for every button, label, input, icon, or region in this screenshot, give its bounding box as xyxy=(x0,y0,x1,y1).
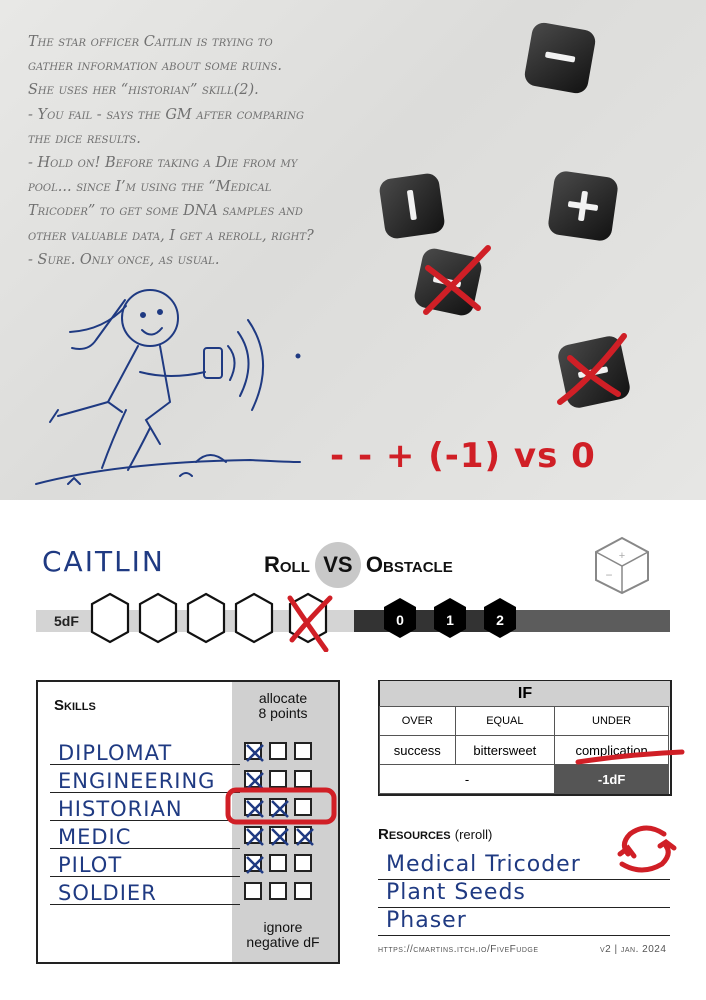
skill-name: MEDIC xyxy=(58,825,132,849)
if-header: UNDER xyxy=(555,707,669,736)
resources-note: (reroll) xyxy=(454,827,493,842)
skill-checkbox[interactable] xyxy=(244,742,262,760)
story-line: The star officer Caitlin is trying to xyxy=(28,34,273,50)
obstacle-value: 0 xyxy=(396,612,404,628)
story-line: - You fail - says the GM after comparing xyxy=(28,106,304,123)
svg-text:−: − xyxy=(605,568,613,582)
resources-title: Resources xyxy=(378,826,451,843)
skill-checkbox[interactable] xyxy=(294,882,312,900)
skill-checkbox[interactable] xyxy=(294,826,312,844)
resource-item: Plant Seeds xyxy=(386,880,526,905)
title-obstacle: Obstacle xyxy=(365,552,453,577)
die-plus-icon xyxy=(547,170,619,242)
allocate-label-line: allocate xyxy=(258,690,308,706)
obstacle-value: 1 xyxy=(446,612,454,628)
skill-name: HISTORIAN xyxy=(58,797,183,821)
dice-pool-hexes xyxy=(0,592,706,652)
resource-item: Phaser xyxy=(386,908,467,933)
allocate-label xyxy=(230,691,336,721)
if-outcome: complication xyxy=(555,736,669,765)
resources-header xyxy=(378,826,492,843)
skills-header: Skills xyxy=(54,697,96,714)
dice-slot-hex-icon xyxy=(140,594,176,642)
skill-checkbox[interactable] xyxy=(269,826,287,844)
resource-line xyxy=(378,935,670,936)
ignore-label-line: negative dF xyxy=(246,934,320,950)
footer-url: https://cmartins.itch.io/FiveFudge xyxy=(378,944,539,955)
dice-slot-hex-icon xyxy=(92,594,128,642)
if-outcome: success xyxy=(380,736,456,765)
roll-vs-obstacle-title xyxy=(264,545,453,585)
dice-slot-hex-icon xyxy=(236,594,272,642)
skill-checkbox[interactable] xyxy=(269,742,287,760)
if-outcome: bittersweet xyxy=(455,736,555,765)
if-header: OVER xyxy=(380,707,456,736)
skill-checkbox[interactable] xyxy=(294,742,312,760)
if-modifier: - xyxy=(380,765,555,794)
skill-name: PILOT xyxy=(58,853,123,877)
story-line: She uses her “historian” skill(2). xyxy=(28,82,259,99)
skill-checkbox[interactable] xyxy=(294,854,312,872)
die-blank-icon xyxy=(378,172,446,240)
skill-checkbox[interactable] xyxy=(244,882,262,900)
footer-version: v2 | jan. 2024 xyxy=(600,944,667,955)
reroll-arrow-icon xyxy=(612,818,682,878)
dice-slot-hex-icon xyxy=(188,594,224,642)
if-header: EQUAL xyxy=(455,707,555,736)
title-vs: VS xyxy=(315,542,361,588)
character-doodle-icon xyxy=(36,290,300,484)
skill-checkbox[interactable] xyxy=(269,854,287,872)
story-line: other valuable data, I get a reroll, right? xyxy=(28,227,314,244)
story-line: pool... since I’m using the “Medical xyxy=(28,179,272,196)
skill-name: ENGINEERING xyxy=(58,769,216,793)
ignore-label xyxy=(230,920,336,950)
character-name: CAITLIN xyxy=(42,545,165,578)
handwritten-result: - - + (-1) vs 0 xyxy=(330,436,596,476)
historian-circle xyxy=(224,786,344,826)
resource-item: Medical Tricoder xyxy=(386,852,581,877)
skill-checkbox[interactable] xyxy=(244,826,262,844)
die-minus-icon xyxy=(523,21,597,95)
if-modifier: -1dF xyxy=(555,765,669,794)
story-line: - Sure. Only once, as usual. xyxy=(28,251,220,268)
title-roll: Roll xyxy=(264,552,310,577)
skill-checkbox[interactable] xyxy=(269,882,287,900)
skill-name: SOLDIER xyxy=(58,881,157,905)
obstacle-value: 2 xyxy=(496,612,504,628)
skill-name: DIPLOMAT xyxy=(58,741,173,765)
skill-checkbox[interactable] xyxy=(244,854,262,872)
ignore-label-line: ignore xyxy=(263,919,303,935)
svg-text:+: + xyxy=(618,550,626,562)
dice-pool-label: 5dF xyxy=(54,613,79,629)
story-line: - Hold on! Before taking a Die from my xyxy=(28,155,298,172)
if-title: IF xyxy=(380,681,670,707)
story-line: the dice results. xyxy=(28,130,141,147)
allocate-label-line: 8 points xyxy=(258,705,308,721)
story-line: gather information about some ruins. xyxy=(28,58,282,75)
story-line: Tricoder” to get some DNA samples and xyxy=(28,203,303,220)
complication-underline xyxy=(572,744,692,774)
cube-logo-icon xyxy=(592,535,652,595)
